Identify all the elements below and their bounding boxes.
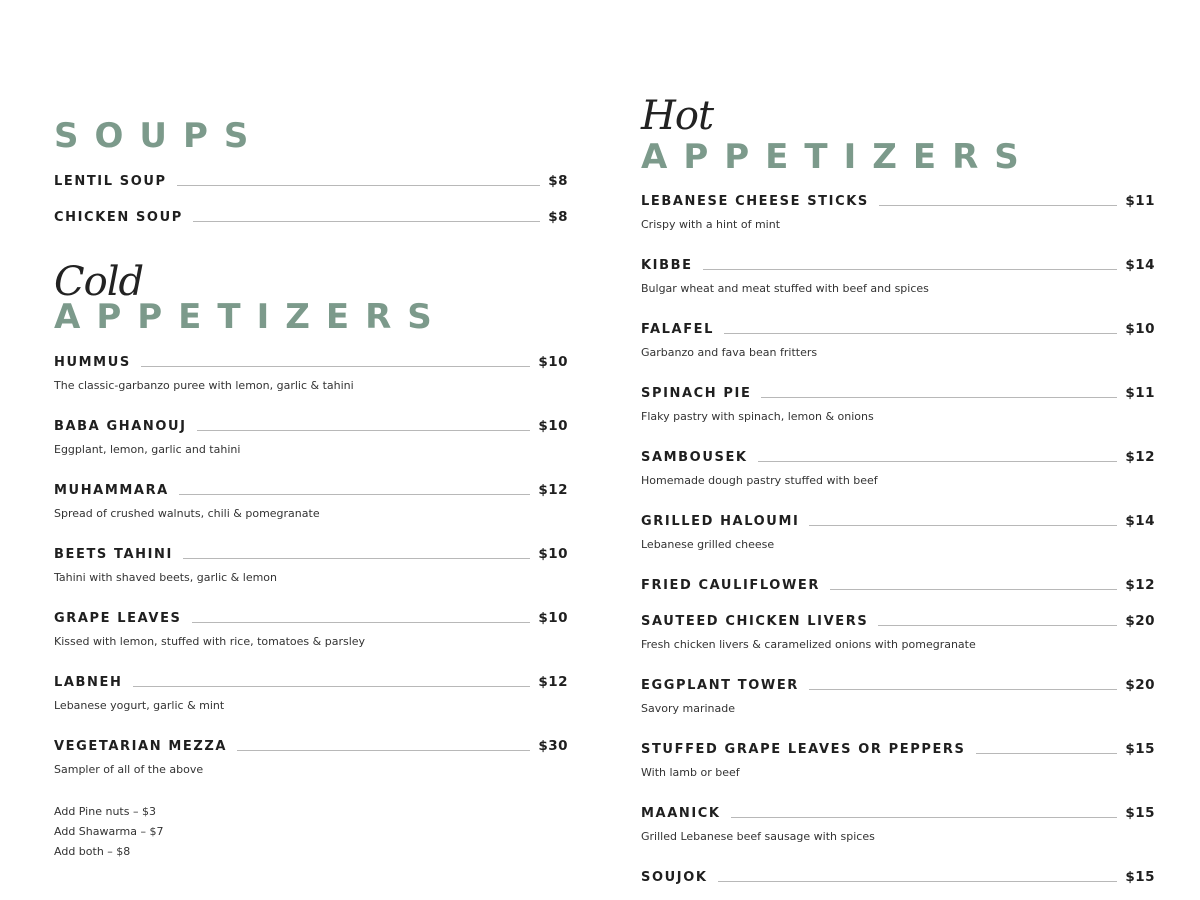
dotted-leader [193,221,540,222]
menu-item-chicken-soup [54,207,568,225]
item-description: Flaky pastry with spinach, lemon & onions [641,410,874,423]
item-name: GRAPE LEAVES [54,611,182,626]
item-price: $20 [1125,613,1155,629]
item-description: The classic-garbanzo puree with lemon, garlic & tahini [54,379,354,392]
item-description: Bulgar wheat and meat stuffed with beef and spices [641,282,929,295]
item-price: $10 [538,418,568,434]
add-ons-list [54,802,164,862]
item-price: $10 [1125,321,1155,337]
item-price: $14 [1125,513,1155,529]
dotted-leader [809,525,1117,526]
dotted-leader [761,397,1117,398]
hot-appetizers-title: APPETIZERS [641,137,1035,177]
menu-item [54,480,568,520]
item-price: $8 [548,173,568,189]
menu-item [641,675,1155,715]
dotted-leader [879,205,1117,206]
dotted-leader [133,686,531,687]
dotted-leader [976,753,1118,754]
menu-item [641,319,1155,359]
item-price: $11 [1125,193,1155,209]
menu-item [641,383,1155,423]
add-on-line: Add Pine nuts – $3 [54,805,156,818]
item-name: EGGPLANT TOWER [641,678,799,693]
item-price: $30 [538,738,568,754]
item-name: FALAFEL [641,322,715,337]
item-price: $20 [1125,677,1155,693]
dotted-leader [237,750,530,751]
menu-item [641,739,1155,779]
soups-title: SOUPS [54,116,265,156]
item-description: Crispy with a hint of mint [641,218,781,231]
item-name: SPINACH PIE [641,386,752,401]
dotted-leader [718,881,1118,882]
item-description: Spread of crushed walnuts, chili & pomegranate [54,507,320,520]
item-description: Eggplant, lemon, garlic and tahini [54,443,241,456]
item-name: LABNEH [54,675,123,690]
item-description: Lebanese yogurt, garlic & mint [54,699,225,712]
item-price: $8 [548,209,568,225]
dotted-leader [758,461,1118,462]
menu-item [54,416,568,456]
dotted-leader [830,589,1117,590]
menu-item [641,611,1155,651]
menu-item-lentil-soup [54,171,568,189]
item-name: VEGETARIAN MEZZA [54,739,228,754]
item-description: Tahini with shaved beets, garlic & lemon [54,571,277,584]
item-price: $12 [538,482,568,498]
item-name: HUMMUS [54,355,131,370]
item-price: $12 [538,674,568,690]
item-description: Lebanese grilled cheese [641,538,775,551]
item-name: BEETS TAHINI [54,547,173,562]
menu-item [54,352,568,392]
dotted-leader [809,689,1117,690]
dotted-leader [878,625,1117,626]
cold-script-heading: Cold [54,259,144,305]
item-description: Homemade dough pastry stuffed with beef [641,474,878,487]
dotted-leader [179,494,530,495]
hot-script-heading: Hot [641,93,714,139]
menu-item [641,255,1155,295]
cold-appetizers-title: APPETIZERS [54,297,448,337]
menu-item [54,544,568,584]
item-name: LENTIL SOUP [54,174,167,189]
item-price: $12 [1125,577,1155,593]
item-name: STUFFED GRAPE LEAVES OR PEPPERS [641,742,966,757]
item-name: MUHAMMARA [54,483,169,498]
item-name: FRIED CAULIFLOWER [641,578,820,593]
add-on-line: Add Shawarma – $7 [54,825,164,838]
item-description: Garbanzo and fava bean fritters [641,346,818,359]
menu-item [54,736,568,776]
item-price: $15 [1125,741,1155,757]
item-price: $10 [538,546,568,562]
item-name: GRILLED HALOUMI [641,514,800,529]
item-description: Sampler of all of the above [54,763,204,776]
item-price: $10 [538,610,568,626]
item-price: $15 [1125,805,1155,821]
item-description: With lamb or beef [641,766,740,779]
item-description: Savory marinade [641,702,735,715]
item-price: $10 [538,354,568,370]
dotted-leader [197,430,531,431]
menu-item [641,867,1155,885]
dotted-leader [177,185,541,186]
dotted-leader [731,817,1118,818]
menu-item [641,803,1155,843]
item-name: SOUJOK [641,870,708,885]
menu-item [641,511,1155,551]
item-description: Fresh chicken livers & caramelized onions with pomegranate [641,638,976,651]
dotted-leader [192,622,531,623]
dotted-leader [703,269,1118,270]
menu-item [54,608,568,648]
item-description: Grilled Lebanese beef sausage with spices [641,830,875,843]
item-price: $12 [1125,449,1155,465]
add-on-line: Add both – $8 [54,845,131,858]
item-name: KIBBE [641,258,693,273]
menu-item [641,447,1155,487]
item-price: $14 [1125,257,1155,273]
item-price: $15 [1125,869,1155,885]
dotted-leader [141,366,530,367]
menu-item [54,672,568,712]
menu-item [641,191,1155,231]
item-name: BABA GHANOUJ [54,419,187,434]
item-name: LEBANESE CHEESE STICKS [641,194,869,209]
item-name: SAUTEED CHICKEN LIVERS [641,614,869,629]
item-name: MAANICK [641,806,721,821]
item-description: Kissed with lemon, stuffed with rice, tomatoes & parsley [54,635,366,648]
menu-item [641,575,1155,593]
item-price: $11 [1125,385,1155,401]
item-name: CHICKEN SOUP [54,210,183,225]
item-name: SAMBOUSEK [641,450,748,465]
dotted-leader [724,333,1117,334]
dotted-leader [183,558,530,559]
